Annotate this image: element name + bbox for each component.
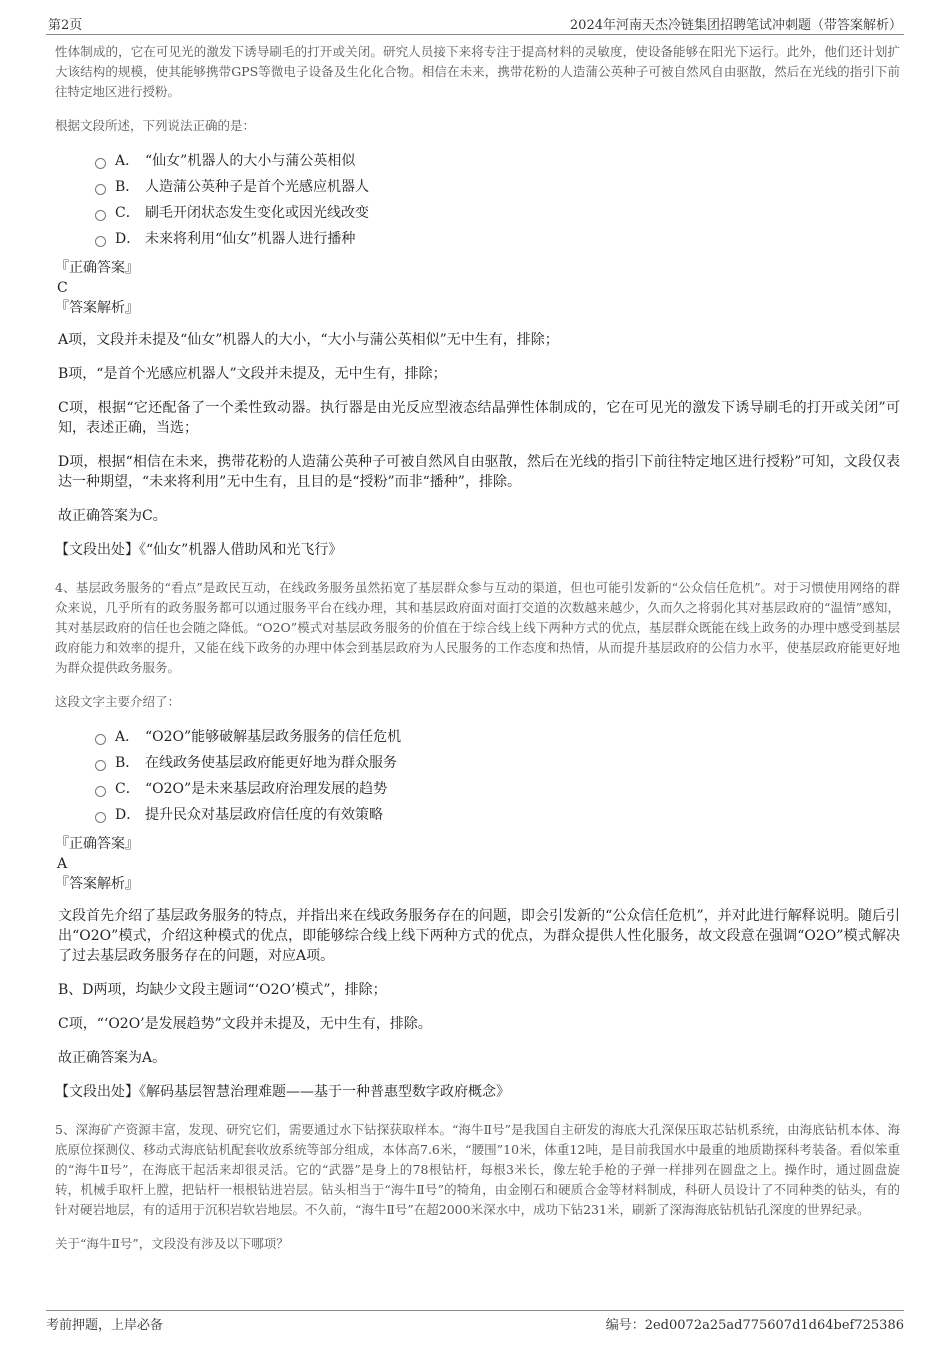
q3-analysis-c: C项，根据“它还配备了一个柔性致动器。执行器是由光反应型液态结晶弹性体制成的，它在可见光的激发下诱导刷毛的打开或关闭”可知，表述正确，当选； [58, 400, 900, 436]
radio-icon[interactable] [95, 786, 106, 797]
q3-option-a[interactable]: A． “仙女”机器人的大小与蒲公英相似 [95, 148, 900, 174]
q5-prompt: 关于“海牛Ⅱ号”，文段没有涉及以下哪项？ [55, 1236, 289, 1251]
q4-analysis-main: 文段首先介绍了基层政务服务的特点，并指出来在线政务服务存在的问题，即会引发新的“公众信任危机”，并对此进行解释说明。随后引出“O2O”模式，介绍这种模式的优点，即能够综合线上线下两种方式的优点，为群众提供人性化服务，故文段意在强调“O2O”模式解决了过去基层政务服务存在的问题，对应A项。 [58, 908, 900, 964]
q4-analysis-c: C项，“‘O2O’是发展趋势”文段并未提及，无中生有，排除。 [58, 1016, 432, 1032]
radio-icon[interactable] [95, 734, 106, 745]
q4-options [55, 724, 900, 828]
q3-analysis-label: 『答案解析』 [55, 300, 139, 316]
q4-answer-label: 『正确答案』 [55, 836, 139, 852]
q4-answer: A [57, 856, 68, 872]
q3-option-b[interactable]: B． 人造蒲公英种子是首个光感应机器人 [95, 174, 900, 200]
q4-option-c[interactable]: C． “O2O”是未来基层政府治理发展的趋势 [95, 776, 900, 802]
main-content [55, 42, 900, 1252]
q3-source: 【文段出处】《“仙女”机器人借助风和光飞行》 [55, 542, 343, 558]
q4-option-a[interactable]: A． “O2O”能够破解基层政务服务的信任危机 [95, 724, 900, 750]
q3-options [55, 148, 900, 252]
q3-analysis-a: A项，文段并未提及“仙女”机器人的大小，“大小与蒲公英相似”无中生有，排除； [58, 332, 559, 348]
q4-analysis-label: 『答案解析』 [55, 876, 139, 892]
q4-analysis-bd: B、D两项，均缺少文段主题词“‘O2O’模式”，排除； [58, 982, 387, 998]
q4-source: 【文段出处】《解码基层智慧治理难题——基于一种普惠型数字政府概念》 [55, 1084, 510, 1100]
q3-analysis-d: D项，根据“相信在未来，携带花粉的人造蒲公英种子可被自然风自由驱散，然后在光线的指引下前往特定地区进行授粉”可知，文段仅表达一种期望，“未来将利用”无中生有，且目的是“授粉”而非“播种”，排除。 [58, 454, 900, 490]
q4-passage: 4、基层政务服务的“看点”是政民互动，在线政务服务虽然拓宽了基层群众参与互动的渠道，但也可能引发新的“公众信任危机”。对于习惯使用网络的群众来说，几乎所有的政务服务都可以通过服务平台在线办理，其和基层政府面对面打交道的次数越来越少，久而久之将弱化其对基层政府的“温情”感知，其对基层政府的信任也会随之降低。“O2O”模式对基层政务服务的价值在于综合线上线下两种方式的优点，基层群众既能在线上政务的办理中感受到基层政府能力和效率的提升，又能在线下政务的办理中体会到基层政府为人民服务的工作态度和热情，从而提升基层政府的公信力水平，使基层政府能更好地为群众提供政务服务。 [55, 580, 900, 675]
radio-icon[interactable] [95, 760, 106, 771]
q3-answer: C [57, 280, 68, 296]
q3-analysis-b: B项，“是首个光感应机器人”文段并未提及，无中生有，排除； [58, 366, 447, 382]
q3-option-c[interactable]: C． 刷毛开闭状态发生变化或因光线改变 [95, 200, 900, 226]
q4-option-d[interactable]: D． 提升民众对基层政府信任度的有效策略 [95, 802, 900, 828]
q3-answer-label: 『正确答案』 [55, 260, 139, 276]
q4-prompt: 这段文字主要介绍了： [55, 694, 181, 709]
q3-option-d[interactable]: D． 未来将利用“仙女”机器人进行播种 [95, 226, 900, 252]
page-number: 第2页 [48, 18, 83, 33]
document-code: 编号：2ed0072a25ad775607d1d64bef725386 [605, 1318, 904, 1333]
q3-passage-tail: 性体制成的，它在可见光的激发下诱导刷毛的打开或关闭。研究人员接下来将专注于提高材料的灵敏度，使设备能够在阳光下运行。此外，他们还计划扩大该结构的规模，使其能够携带GPS等微电子设备及生化化合物。相信在未来，携带花粉的人造蒲公英种子可被自然风自由驱散，然后在光线的指引下前往特定地区进行授粉。 [55, 44, 900, 99]
q4-option-b[interactable]: B． 在线政务使基层政府能更好地为群众服务 [95, 750, 900, 776]
q5-passage: 5、深海矿产资源丰富，发现、研究它们，需要通过水下钻探获取样本。“海牛Ⅱ号”是我国自主研发的海底大孔深保压取芯钻机系统，由海底钻机本体、海底原位探测仪、移动式海底钻机配套收放系统等部分组成，本体高7.6米，“腰围”10米，体重12吨，是目前我国水中最重的地质勘探科考装备。看似笨重的“海牛Ⅱ号”，在海底干起活来却很灵活。它的“武器”是身上的78根钻杆，每根3米长，像左轮手枪的子弹一样排列在圆盘之上。操作时，通过圆盘旋转，机械手取杆上膛，把钻杆一根根钻进岩层。钻头相当于“海牛Ⅱ号”的犄角，由金刚石和硬质合金等材料制成，科研人员设计了不同种类的钻头，有的针对硬岩地层，有的适用于沉积岩软岩地层。不久前，“海牛Ⅱ号”在超2000米深水中，成功下钻231米，刷新了深海海底钻机钻孔深度的世界纪录。 [55, 1122, 900, 1217]
q4-conclusion: 故正确答案为A。 [58, 1050, 167, 1066]
page-header [46, 12, 904, 35]
radio-icon[interactable] [95, 158, 106, 169]
radio-icon[interactable] [95, 812, 106, 823]
page-footer [46, 1310, 904, 1333]
q3-conclusion: 故正确答案为C。 [58, 508, 167, 524]
q3-prompt: 根据文段所述，下列说法正确的是： [55, 118, 256, 133]
footer-note: 考前押题，上岸必备 [46, 1318, 164, 1333]
radio-icon[interactable] [95, 210, 106, 221]
radio-icon[interactable] [95, 184, 106, 195]
document-title: 2024年河南天杰冷链集团招聘笔试冲刺题（带答案解析） [569, 18, 902, 33]
radio-icon[interactable] [95, 236, 106, 247]
